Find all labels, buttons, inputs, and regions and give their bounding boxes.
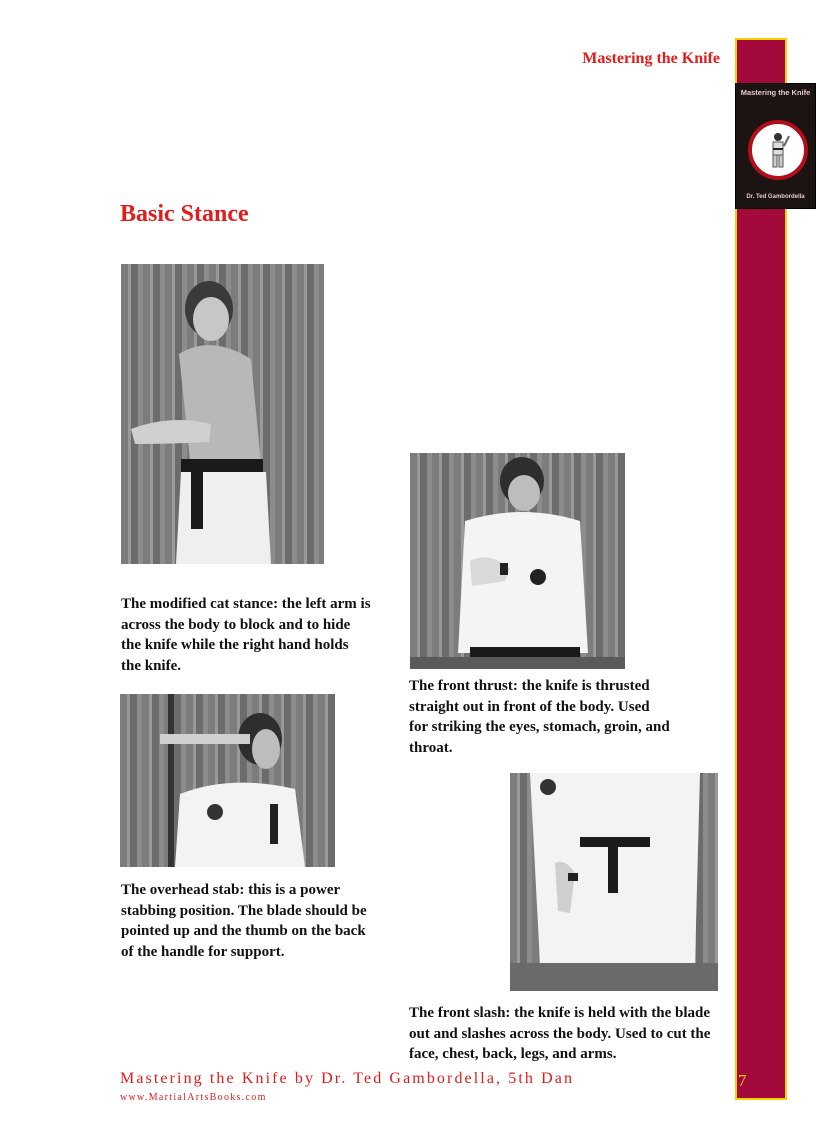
cover-title: Mastering the Knife [740, 88, 811, 97]
front-slash-caption: The front slash: the knife is held with the blade out and slashes across the body. Used to cut the face, chest, back, legs, and arms. [409, 1005, 711, 1062]
page-number: 7 [738, 1071, 747, 1090]
cat-stance-photo [121, 264, 324, 564]
overhead-stab-caption: The overhead stab: this is a power stabbing position. The blade should be pointed up and the thumb on the back of the handle for support. [121, 882, 367, 960]
book-cover-thumbnail [735, 83, 816, 209]
footer-website-link[interactable]: www.MartialArtsBooks.com [120, 1092, 267, 1103]
front-thrust-caption: The front thrust: the knife is thrusted straight out in front of the body. Used for striking the eyes, stomach, groin, and throat. [409, 678, 670, 756]
footer-book-line: Mastering the Knife by Dr. Ted Gambordella, 5th Dan [120, 1070, 575, 1087]
martial-artist-icon [766, 132, 790, 168]
front-slash-photo [510, 773, 718, 991]
section-title: Basic Stance [120, 201, 249, 227]
cover-author: Dr. Ted Gambordella [746, 194, 805, 200]
running-header: Mastering the Knife [582, 50, 720, 67]
cat-stance-caption: The modified cat stance: the left arm is across the body to block and to hide the knife while the right hand holds the knife. [121, 596, 371, 674]
front-thrust-photo [410, 441, 625, 669]
overhead-stab-photo [120, 694, 335, 867]
cover-emblem [748, 120, 808, 180]
